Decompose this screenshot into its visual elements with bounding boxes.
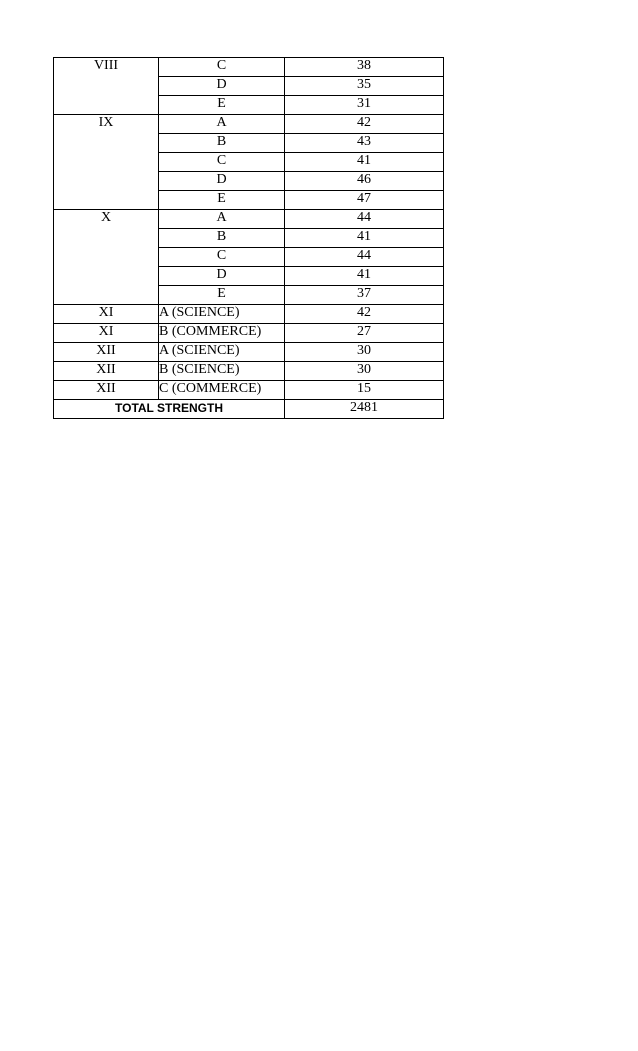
strength-cell: 30 <box>285 343 444 362</box>
table-row <box>54 58 444 77</box>
section-cell: E <box>159 286 285 305</box>
table-row <box>54 381 444 400</box>
strength-cell: 41 <box>285 267 444 286</box>
class-cell: XI <box>54 324 159 343</box>
strength-cell: 41 <box>285 229 444 248</box>
strength-cell: 42 <box>285 305 444 324</box>
section-cell: E <box>159 191 285 210</box>
class-cell: XII <box>54 343 159 362</box>
strength-cell: 30 <box>285 362 444 381</box>
strength-cell: 43 <box>285 134 444 153</box>
section-cell: B <box>159 134 285 153</box>
strength-cell: 42 <box>285 115 444 134</box>
strength-cell: 47 <box>285 191 444 210</box>
class-strength-table <box>53 57 444 419</box>
section-cell: D <box>159 267 285 286</box>
section-cell: A <box>159 115 285 134</box>
table-row <box>54 324 444 343</box>
class-cell <box>54 210 159 305</box>
total-strength-label: TOTAL STRENGTH <box>54 400 285 419</box>
table-row <box>54 305 444 324</box>
strength-cell: 31 <box>285 96 444 115</box>
class-cell: XII <box>54 381 159 400</box>
table-row <box>54 210 444 229</box>
class-label: VIII <box>93 58 119 73</box>
strength-cell: 46 <box>285 172 444 191</box>
strength-cell: 44 <box>285 248 444 267</box>
table-row <box>54 343 444 362</box>
table-row <box>54 115 444 134</box>
strength-cell: 37 <box>285 286 444 305</box>
table-row <box>54 362 444 381</box>
class-label: X <box>100 210 112 225</box>
section-cell: C <box>159 153 285 172</box>
section-cell: D <box>159 172 285 191</box>
strength-cell: 41 <box>285 153 444 172</box>
class-cell: XII <box>54 362 159 381</box>
strength-cell: 44 <box>285 210 444 229</box>
section-cell: D <box>159 77 285 96</box>
strength-cell: 35 <box>285 77 444 96</box>
strength-cell: 15 <box>285 381 444 400</box>
class-label: IX <box>98 115 114 130</box>
class-cell <box>54 115 159 210</box>
section-cell: C <box>159 58 285 77</box>
strength-cell: 38 <box>285 58 444 77</box>
section-cell: C <box>159 248 285 267</box>
class-cell <box>54 58 159 115</box>
section-cell: A (SCIENCE) <box>159 305 285 324</box>
section-cell: C (COMMERCE) <box>159 381 285 400</box>
section-cell: B <box>159 229 285 248</box>
section-cell: E <box>159 96 285 115</box>
section-cell: A <box>159 210 285 229</box>
total-row <box>54 400 444 419</box>
strength-cell: 27 <box>285 324 444 343</box>
total-strength-value: 2481 <box>285 400 444 419</box>
class-cell: XI <box>54 305 159 324</box>
section-cell: B (SCIENCE) <box>159 362 285 381</box>
section-cell: A (SCIENCE) <box>159 343 285 362</box>
section-cell: B (COMMERCE) <box>159 324 285 343</box>
